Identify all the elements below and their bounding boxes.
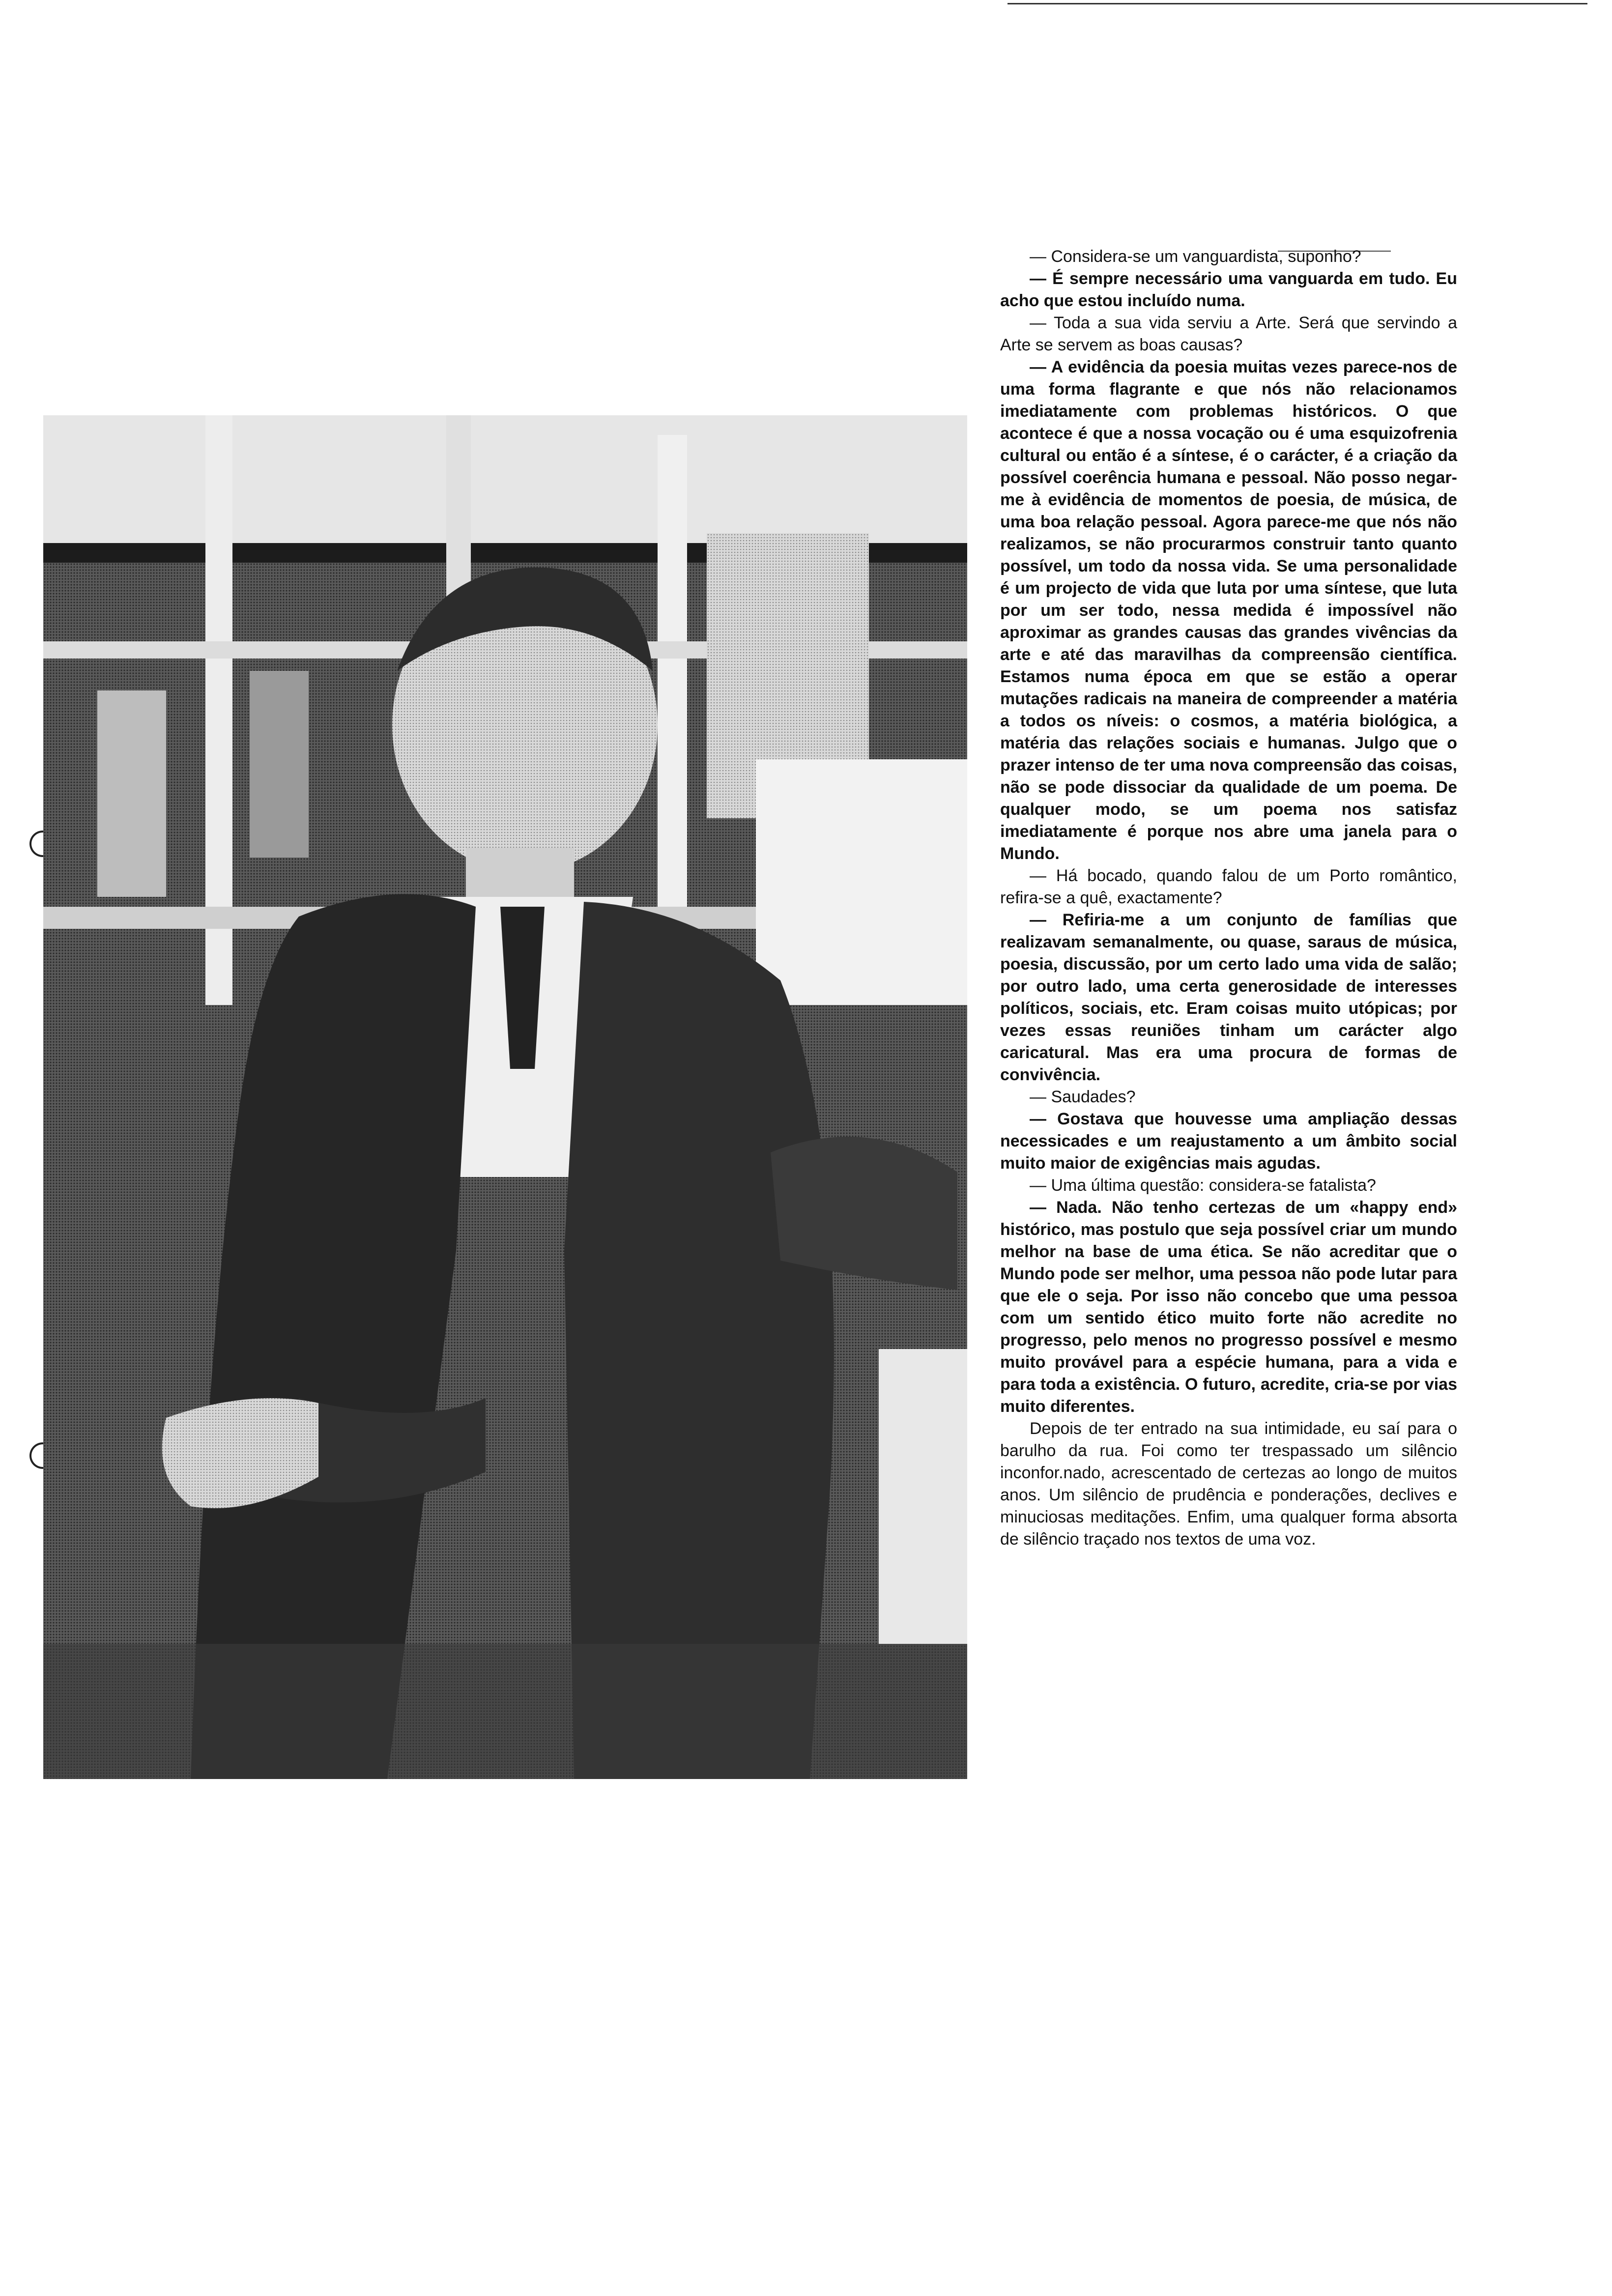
answer-vanguardista: — É sempre necessário uma vanguarda em tudo. Eu acho que estou incluído numa.	[1000, 269, 1457, 310]
question-arte: — Toda a sua vida serviu a Arte. Será que servindo a Arte se servem as boas causas?	[1000, 314, 1457, 354]
top-rule	[1008, 3, 1587, 4]
question-saudades: — Saudades?	[1030, 1088, 1136, 1106]
answer-arte: — A evidência da poesia muitas vezes parece-nos de uma forma flagrante e que nós não relacionamos imediatamente com problemas históricos. O que acontece é que a nossa vocação ou é uma esquizofrenia cultural ou então é a síntese, é o carácter, é a criação da possível coerência humana e pessoal. Não posso negar-me à evidência de momentos de poesia, de música, de uma boa relação pessoal. Agora parece-me que nós não realizamos, se não procurarmos construir tanto quanto possível, um todo da nossa vida. Se uma personalidade é um projecto de vida que luta por uma síntese, que luta por um ser todo, nessa medida é impossível não aproximar as grandes causas das grandes vivências da arte e até das maravilhas da compreensão científica. Estamos numa época em que se estão a operar mutações radicais na maneira de compreender a matéria a todos os níveis: o cosmos, a matéria biológica, a matéria das relações sociais e humanas. Julgo que o prazer intenso de ter uma nova compreensão das coisas, não se pode dissociar da qualidade de um poema. De qualquer modo, se um poema nos satisfaz imediatamente é porque nos abre uma janela para o Mundo.	[1000, 358, 1457, 863]
interview-text	[1000, 246, 1457, 1550]
closing-paragraph: Depois de ter entrado na sua intimidade, eu saí para o barulho da rua. Foi como ter trespassado um silêncio inconfor.nado, acrescentado de certezas ao longo de muitos anos. Um silêncio de prudência e ponderações, declives e minuciosas meditações. Enfim, uma qualquer forma absorta de silêncio traçado nos textos de uma voz.	[1000, 1419, 1457, 1549]
answer-fatalista: — Nada. Não tenho certezas de um «happy end» histórico, mas postulo que seja possível criar um mundo melhor na base de uma ética. Se não acreditar que o Mundo pode ser melhor, uma pessoa não pode lutar para que ele o seja. Por isso não concebo que uma pessoa com um sentido ético muito forte não acredite no progresso, pelo menos no progresso possível e mesmo muito provável para a espécie humana, para a vida e para toda a existência. O futuro, acredite, cria-se por vias muito diferentes.	[1000, 1198, 1457, 1416]
question-vanguardista: — Considera-se um vanguardista, suponho?	[1030, 247, 1361, 266]
answer-porto: — Refiria-me a um conjunto de famílias que realizavam semanalmente, ou quase, saraus de música, poesia, discussão, por um certo lado uma vida de salão; por outro lado, uma certa generosidade de interesses políticos, sociais, etc. Eram coisas muito utópicas; por vezes essas reuniões tinham um carácter algo caricatural. Mas era uma procura de formas de convivência.	[1000, 911, 1457, 1084]
question-porto: — Há bocado, quando falou de um Porto romântico, refira-se a quê, exactamente?	[1000, 866, 1457, 907]
question-fatalista: — Uma última questão: considera-se fatalista?	[1030, 1176, 1376, 1195]
portrait-photo	[43, 415, 967, 1779]
answer-saudades: — Gostava que houvesse uma ampliação dessas necessicades e um reajustamento a um âmbito social muito maior de exigências mais agudas.	[1000, 1110, 1457, 1173]
